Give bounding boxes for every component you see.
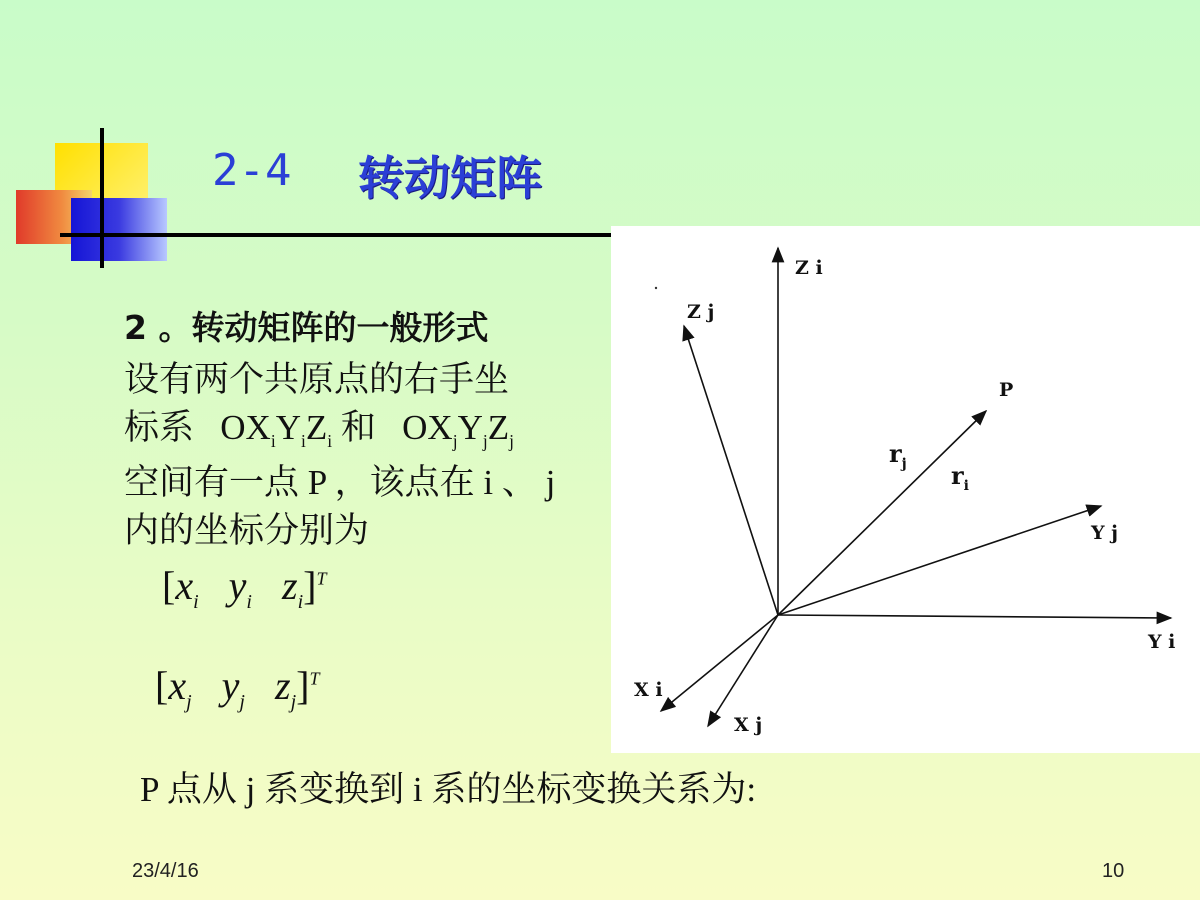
coord-system-j: $OX_jY_jZ_j$ bbox=[402, 408, 514, 451]
page-title: 转动矩阵 bbox=[358, 151, 542, 205]
section-number: 2-4 bbox=[212, 145, 292, 196]
label-yj: Y j bbox=[1091, 522, 1119, 544]
axis-zj bbox=[684, 326, 778, 615]
paragraph-line-3: 空间有一点 P ，该点在 i 、 j bbox=[124, 463, 556, 502]
label-rj: $r_j$ bbox=[889, 439, 907, 472]
coord-vector-j: [$x_j$ $y_j$ $z_j]^T$ bbox=[155, 663, 320, 713]
label-zj: Z j bbox=[687, 301, 715, 323]
text-and: 和 bbox=[340, 408, 376, 447]
slide-number: 10 bbox=[1102, 860, 1125, 882]
axis-yj bbox=[778, 506, 1101, 615]
text-prefix: 标系 bbox=[124, 408, 195, 447]
label-xi: X i bbox=[634, 679, 663, 701]
label-yi: Y i bbox=[1148, 631, 1176, 653]
axis-xj bbox=[708, 615, 778, 726]
decor-blue-square bbox=[71, 198, 167, 261]
coord-system-i: $OX_iY_iZ_i$ bbox=[220, 408, 333, 451]
label-ri: $r_i$ bbox=[951, 461, 969, 494]
label-p: P bbox=[999, 379, 1014, 401]
slide-date: 23/4/16 bbox=[132, 860, 199, 882]
axis-yi bbox=[778, 615, 1171, 618]
paragraph-line-1: 设有两个共原点的右手坐 bbox=[124, 360, 510, 399]
title-underline bbox=[60, 233, 620, 237]
decor-vertical-line bbox=[100, 128, 104, 268]
paragraph-line-2 bbox=[124, 400, 514, 452]
vector-p bbox=[778, 411, 986, 615]
axis-xi bbox=[661, 615, 778, 711]
coordinate-frames-diagram bbox=[611, 226, 1200, 753]
coord-vector-i: [$x_i$ $y_i$ $z_i]^T$ bbox=[162, 563, 327, 613]
label-zi: Z i bbox=[795, 257, 823, 279]
paragraph-line-4: 内的坐标分别为 bbox=[124, 511, 370, 550]
diagram-svg bbox=[611, 226, 1200, 753]
subsection-heading: 2 。转动矩阵的一般形式 bbox=[124, 308, 489, 347]
transform-text: P 点从 j 系变换到 i 系的坐标变换关系为: bbox=[140, 770, 757, 809]
label-xj: X j bbox=[734, 714, 763, 736]
